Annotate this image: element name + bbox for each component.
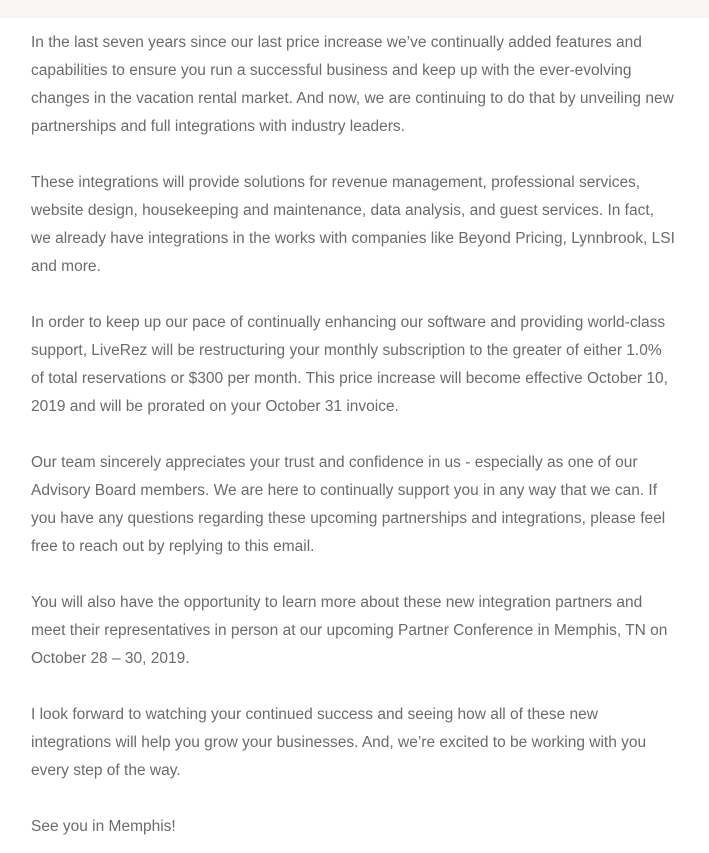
email-sign-off: See you in Memphis! [31,818,176,835]
email-paragraph-closing: I look forward to watching your continued success and seeing how all of these new integrations will help you grow your businesses. And, we’re excited to be working with you every step of the way. [31,706,647,779]
email-paragraph-conference: You will also have the opportunity to learn more about these new integration partners and meet their representatives in person at our upcoming Partner Conference in Memphis, TN on October 28 – 30, 2019. [31,594,668,667]
email-paragraph-appreciation: Our team sincerely appreciates your trust and confidence in us - especially as one of our Advisory Board members. We are here to continually support you in any way that we can. If you have any questions regarding these upcoming partnerships and integrations, please feel free to reach out by replying to this email. [31,454,666,555]
email-header-band [0,0,709,18]
email-paragraph-price-history: In the last seven years since our last price increase we’ve continually added features and capabilities to ensure you run a successful business and keep up with the ever-evolving changes in the vacation rental market. And now, we are continuing to do that by unveiling new partnerships and full integrations with industry leaders. [31,34,674,135]
email-paragraph-integrations: These integrations will provide solutions for revenue management, professional services, website design, housekeeping and maintenance, data analysis, and guest services. In fact, we already have integrations in the works with companies like Beyond Pricing, Lynnbrook, LSI and more. [31,174,675,275]
email-body [31,29,677,841]
email-paragraph-price-change: In order to keep up our pace of continually enhancing our software and providing world-class support, LiveRez will be restructuring your monthly subscription to the greater of either 1.0% of total reservations or $300 per month. This price increase will become effective October 10, 2019 and will be prorated on your October 31 invoice. [31,314,668,415]
